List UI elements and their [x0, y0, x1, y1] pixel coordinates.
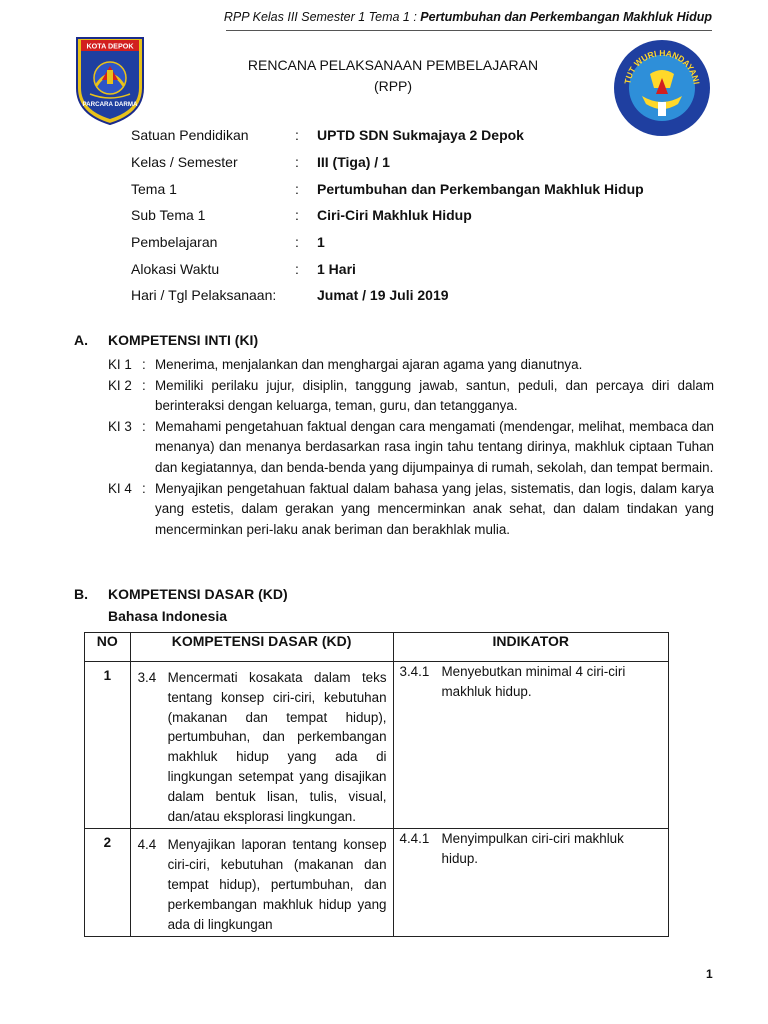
running-header-title: Pertumbuhan dan Perkembangan Makhluk Hidup	[420, 10, 712, 24]
indikator-text: Menyimpulkan ciri-ciri makhluk hidup.	[441, 831, 624, 867]
kd-table-row	[85, 662, 669, 829]
identity-row	[131, 229, 644, 256]
ki-item	[108, 355, 714, 376]
section-a-title: KOMPETENSI INTI (KI)	[108, 332, 259, 348]
identity-label: Tema 1	[131, 180, 177, 197]
row-indikator	[393, 829, 668, 937]
identity-label: Satuan Pendidikan	[131, 127, 249, 144]
ki-code: KI 2	[108, 377, 132, 393]
row-kd	[130, 829, 393, 937]
kd-number: 3.4	[137, 670, 157, 685]
section-a-heading	[74, 332, 258, 348]
identity-table	[131, 122, 644, 309]
header-kd: KOMPETENSI DASAR (KD)	[130, 633, 393, 662]
identity-label: Hari / Tgl Pelaksanaan:	[131, 287, 277, 304]
identity-row	[131, 202, 644, 229]
kota-depok-logo	[74, 36, 146, 126]
kd-text: Menyajikan laporan tentang konsep ciri-ciri, kebutuhan (makanan dan tempat hidup), pertumbuhan, dan perkembangan makhluk hidup yang ada di lingkungan	[167, 837, 387, 932]
section-b-heading	[74, 586, 288, 602]
header-rule	[226, 30, 712, 31]
logo-left-label-top: KOTA DEPOK	[86, 41, 134, 51]
header-indikator: INDIKATOR	[393, 633, 668, 662]
running-header-prefix: RPP Kelas III Semester 1 Tema 1 :	[223, 10, 421, 24]
identity-label: Sub Tema 1	[131, 207, 206, 224]
row-kd	[130, 662, 393, 829]
ki-colon: :	[142, 377, 146, 393]
identity-row	[131, 122, 644, 149]
identity-label: Alokasi Waktu	[131, 260, 220, 277]
identity-colon: :	[295, 207, 299, 224]
indikator-text: Menyebutkan minimal 4 ciri-ciri makhluk hidup.	[441, 664, 626, 699]
ki-item	[108, 479, 714, 541]
identity-value: Pertumbuhan dan Perkembangan Makhluk Hidup	[317, 180, 644, 197]
ki-code: KI 4	[108, 480, 132, 496]
title-line-2: (RPP)	[373, 78, 413, 94]
ki-item	[108, 417, 714, 479]
logo-left-label-bottom: PARCARA DARMA	[82, 101, 138, 108]
ki-list	[108, 355, 714, 540]
ki-item	[108, 376, 714, 417]
title-line-1: RENCANA PELAKSANAAN PEMBELAJARAN	[247, 57, 539, 73]
ki-text: Memiliki perilaku jujur, disiplin, tanggung jawab, santun, peduli, dan percaya diri dalam berinteraksi dengan keluarga, teman, guru, dan tetangganya.	[155, 377, 714, 414]
row-no: 2	[85, 829, 131, 937]
identity-colon: :	[295, 260, 299, 277]
identity-colon: :	[295, 234, 299, 251]
section-b-letter: B.	[74, 586, 88, 602]
logo-right-label: TUT WURI HANDAYANI	[622, 47, 702, 85]
identity-row	[131, 282, 644, 309]
ki-text: Menerima, menjalankan dan menghargai ajaran agama yang dianutnya.	[155, 357, 583, 372]
identity-row	[131, 149, 644, 176]
row-indikator	[393, 662, 668, 829]
header-no: NO	[85, 633, 131, 662]
ki-colon: :	[142, 418, 146, 434]
identity-row	[131, 175, 644, 202]
indikator-number: 4.4.1	[399, 831, 430, 847]
ki-text: Menyajikan pengetahuan faktual dalam bahasa yang jelas, sistematis, dan logis, dalam karya yang estetis, dalam gerakan yang mencerminkan anak sehat, dan dalam tindakan yang mencerminkan peri-laku anak beriman dan berakhlak mulia.	[155, 480, 714, 537]
indikator-number: 3.4.1	[399, 664, 430, 679]
ki-code: KI 1	[108, 357, 132, 372]
identity-colon: :	[295, 154, 299, 171]
running-header	[224, 10, 712, 24]
identity-label: Pembelajaran	[131, 234, 218, 251]
identity-value: Ciri-Ciri Makhluk Hidup	[317, 207, 472, 224]
identity-colon: :	[295, 180, 299, 197]
ki-code: KI 3	[108, 418, 132, 434]
ki-colon: :	[142, 357, 146, 372]
identity-label: Kelas / Semester	[131, 154, 238, 171]
section-a-letter: A.	[74, 332, 88, 348]
kd-table-header	[85, 633, 669, 662]
kd-table-row	[85, 829, 669, 937]
identity-value: 1 Hari	[317, 260, 356, 277]
section-b-title: KOMPETENSI DASAR (KD)	[108, 586, 288, 602]
kd-table	[84, 632, 669, 937]
ki-colon: :	[142, 480, 146, 496]
identity-row	[131, 255, 644, 282]
identity-value: III (Tiga) / 1	[317, 154, 390, 171]
identity-value: Jumat / 19 Juli 2019	[317, 287, 449, 304]
subject-title: Bahasa Indonesia	[108, 608, 228, 624]
document-title	[150, 55, 636, 97]
kd-number: 4.4	[137, 837, 157, 853]
identity-value: UPTD SDN Sukmajaya 2 Depok	[317, 127, 524, 144]
ki-text: Memahami pengetahuan faktual dengan cara mengamati (mendengar, melihat, membaca dan menanya) dan menanya berdasarkan rasa ingin tahu tentang dirinya, makhluk ciptaan Tuhan dan kegiatannya, dan benda-benda yang dijumpainya di rumah, sekolah, dan tempat bermain.	[155, 418, 714, 475]
identity-value: 1	[317, 234, 325, 251]
identity-colon: :	[295, 127, 299, 144]
row-no: 1	[85, 662, 131, 829]
identity-colon	[295, 282, 317, 309]
page-number: 1	[706, 967, 713, 981]
kd-text: Mencermati kosakata dalam teks tentang konsep ciri-ciri, kebutuhan (makanan dan tempat hidup), pertumbuhan, dan perkembangan makhluk hidup yang ada di lingkungan setempat yang disajikan dalam bentuk lisan, tulis, visual, dan/atau eksplorasi lingkungan.	[167, 670, 387, 824]
